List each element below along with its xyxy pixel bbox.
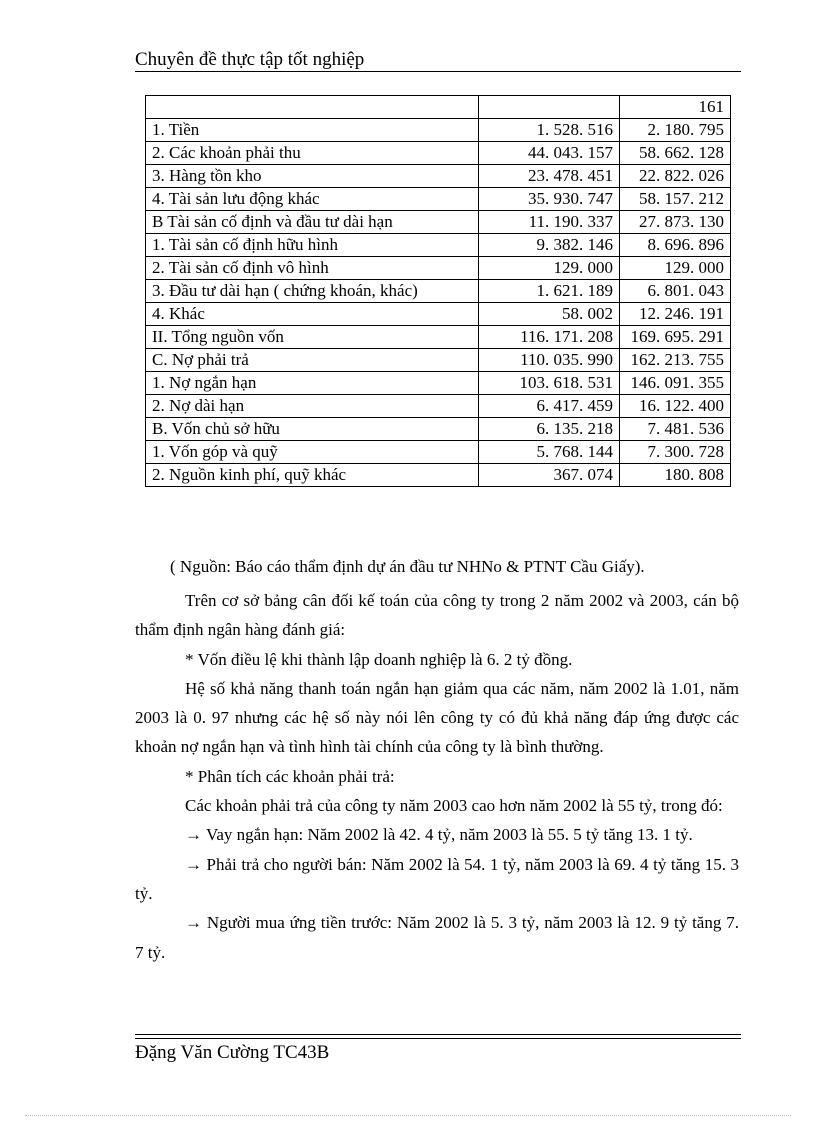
value-2002: 110. 035. 990 [479,349,620,372]
value-2002: 6. 417. 459 [479,395,620,418]
paragraph: Các khoản phải trả của công ty năm 2003 cao hơn năm 2002 là 55 tỷ, trong đó: [185,796,723,816]
body-text [135,586,739,967]
value-2003: 8. 696. 896 [620,234,731,257]
paragraph: → Vay ngắn hạn: Năm 2002 là 42. 4 tỷ, năm 2003 là 55. 5 tỷ tăng 13. 1 tỷ. [185,825,693,845]
row-label: 2. Tài sản cố định vô hình [146,257,479,280]
paragraph: Trên cơ sở bảng cân đối kế toán của công ty trong 2 năm 2002 và 2003, cán bộ thẩm định ngân hàng đánh giá: [135,591,739,640]
value-2002: 11. 190. 337 [479,211,620,234]
value-2002: 44. 043. 157 [479,142,620,165]
page-bottom-border [25,1115,791,1116]
row-label: 1. Nợ ngắn hạn [146,372,479,395]
footer-rule [135,1034,741,1035]
paragraph: * Phân tích các khoản phải trả: [185,766,395,786]
value-2002: 58. 002 [479,303,620,326]
row-label: C. Nợ phải trả [146,349,479,372]
value-2002 [479,96,620,119]
value-2003: 129. 000 [620,257,731,280]
value-2003: 7. 300. 728 [620,441,731,464]
value-2003: 58. 157. 212 [620,188,731,211]
value-2002: 367. 074 [479,464,620,487]
table-row [146,211,731,234]
paragraph: → Người mua ứng tiền trước: Năm 2002 là 5. 3 tỷ, năm 2003 là 12. 9 tỷ tăng 7. 7 tỷ. [135,913,739,962]
value-2003: 180. 808 [620,464,731,487]
paragraph: Hệ số khả năng thanh toán ngắn hạn giảm qua các năm, năm 2002 là 1.01, năm 2003 là 0. 97 nhưng các hệ số này nói lên công ty có đủ khả năng đáp ứng được các khoản nợ ngắn hạn và tình hình tài chính của công ty là bình thường. [135,678,739,757]
value-2002: 1. 621. 189 [479,280,620,303]
value-2002: 35. 930. 747 [479,188,620,211]
table-row [146,188,731,211]
row-label: 2. Nguồn kinh phí, quỹ khác [146,464,479,487]
table-source-note: ( Nguồn: Báo cáo thẩm định dự án đầu tư NHNo & PTNT Cầu Giấy). [170,557,645,576]
value-2003: 169. 695. 291 [620,326,731,349]
row-label: 3. Hàng tồn kho [146,165,479,188]
paragraph: * Vốn điều lệ khi thành lập doanh nghiệp là 6. 2 tỷ đồng. [185,649,573,669]
value-2002: 103. 618. 531 [479,372,620,395]
row-label: B Tài sản cố định và đầu tư dài hạn [146,211,479,234]
value-2002: 9. 382. 146 [479,234,620,257]
row-label: B. Vốn chủ sở hữu [146,418,479,441]
table-row [146,303,731,326]
value-2002: 129. 000 [479,257,620,280]
row-label [146,96,479,119]
value-2002: 23. 478. 451 [479,165,620,188]
table-row [146,165,731,188]
table-row [146,234,731,257]
page-footer-author: Đặng Văn Cường TC43B [135,1042,330,1063]
row-label: 1. Tài sản cố định hữu hình [146,234,479,257]
table-row [146,418,731,441]
value-2003: 58. 662. 128 [620,142,731,165]
table-row [146,96,731,119]
row-label: 4. Tài sản lưu động khác [146,188,479,211]
footer-rule [135,1038,741,1039]
value-2003: 161 [620,96,731,119]
table-row [146,257,731,280]
value-2003: 12. 246. 191 [620,303,731,326]
table-row [146,395,731,418]
value-2003: 6. 801. 043 [620,280,731,303]
value-2003: 16. 122. 400 [620,395,731,418]
page-header-title: Chuyên đề thực tập tốt nghiệp [135,49,365,70]
table-row [146,280,731,303]
value-2003: 27. 873. 130 [620,211,731,234]
row-label: 2. Các khoản phải thu [146,142,479,165]
balance-sheet-table [145,95,731,487]
row-label: 1. Vốn góp và quỹ [146,441,479,464]
row-label: 4. Khác [146,303,479,326]
value-2002: 116. 171. 208 [479,326,620,349]
value-2003: 22. 822. 026 [620,165,731,188]
value-2003: 2. 180. 795 [620,119,731,142]
row-label: II. Tổng nguồn vốn [146,326,479,349]
table-row [146,464,731,487]
value-2003: 162. 213. 755 [620,349,731,372]
table-row [146,142,731,165]
header-rule [135,71,741,72]
value-2002: 5. 768. 144 [479,441,620,464]
table-row [146,119,731,142]
value-2003: 146. 091. 355 [620,372,731,395]
value-2003: 7. 481. 536 [620,418,731,441]
table-row [146,326,731,349]
row-label: 1. Tiền [146,119,479,142]
paragraph: → Phải trả cho người bán: Năm 2002 là 54. 1 tỷ, năm 2003 là 69. 4 tỷ tăng 15. 3 tỷ. [135,854,739,903]
row-label: 3. Đầu tư dài hạn ( chứng khoán, khác) [146,280,479,303]
table-row [146,349,731,372]
table-row [146,372,731,395]
value-2002: 6. 135. 218 [479,418,620,441]
table-row [146,441,731,464]
row-label: 2. Nợ dài hạn [146,395,479,418]
value-2002: 1. 528. 516 [479,119,620,142]
